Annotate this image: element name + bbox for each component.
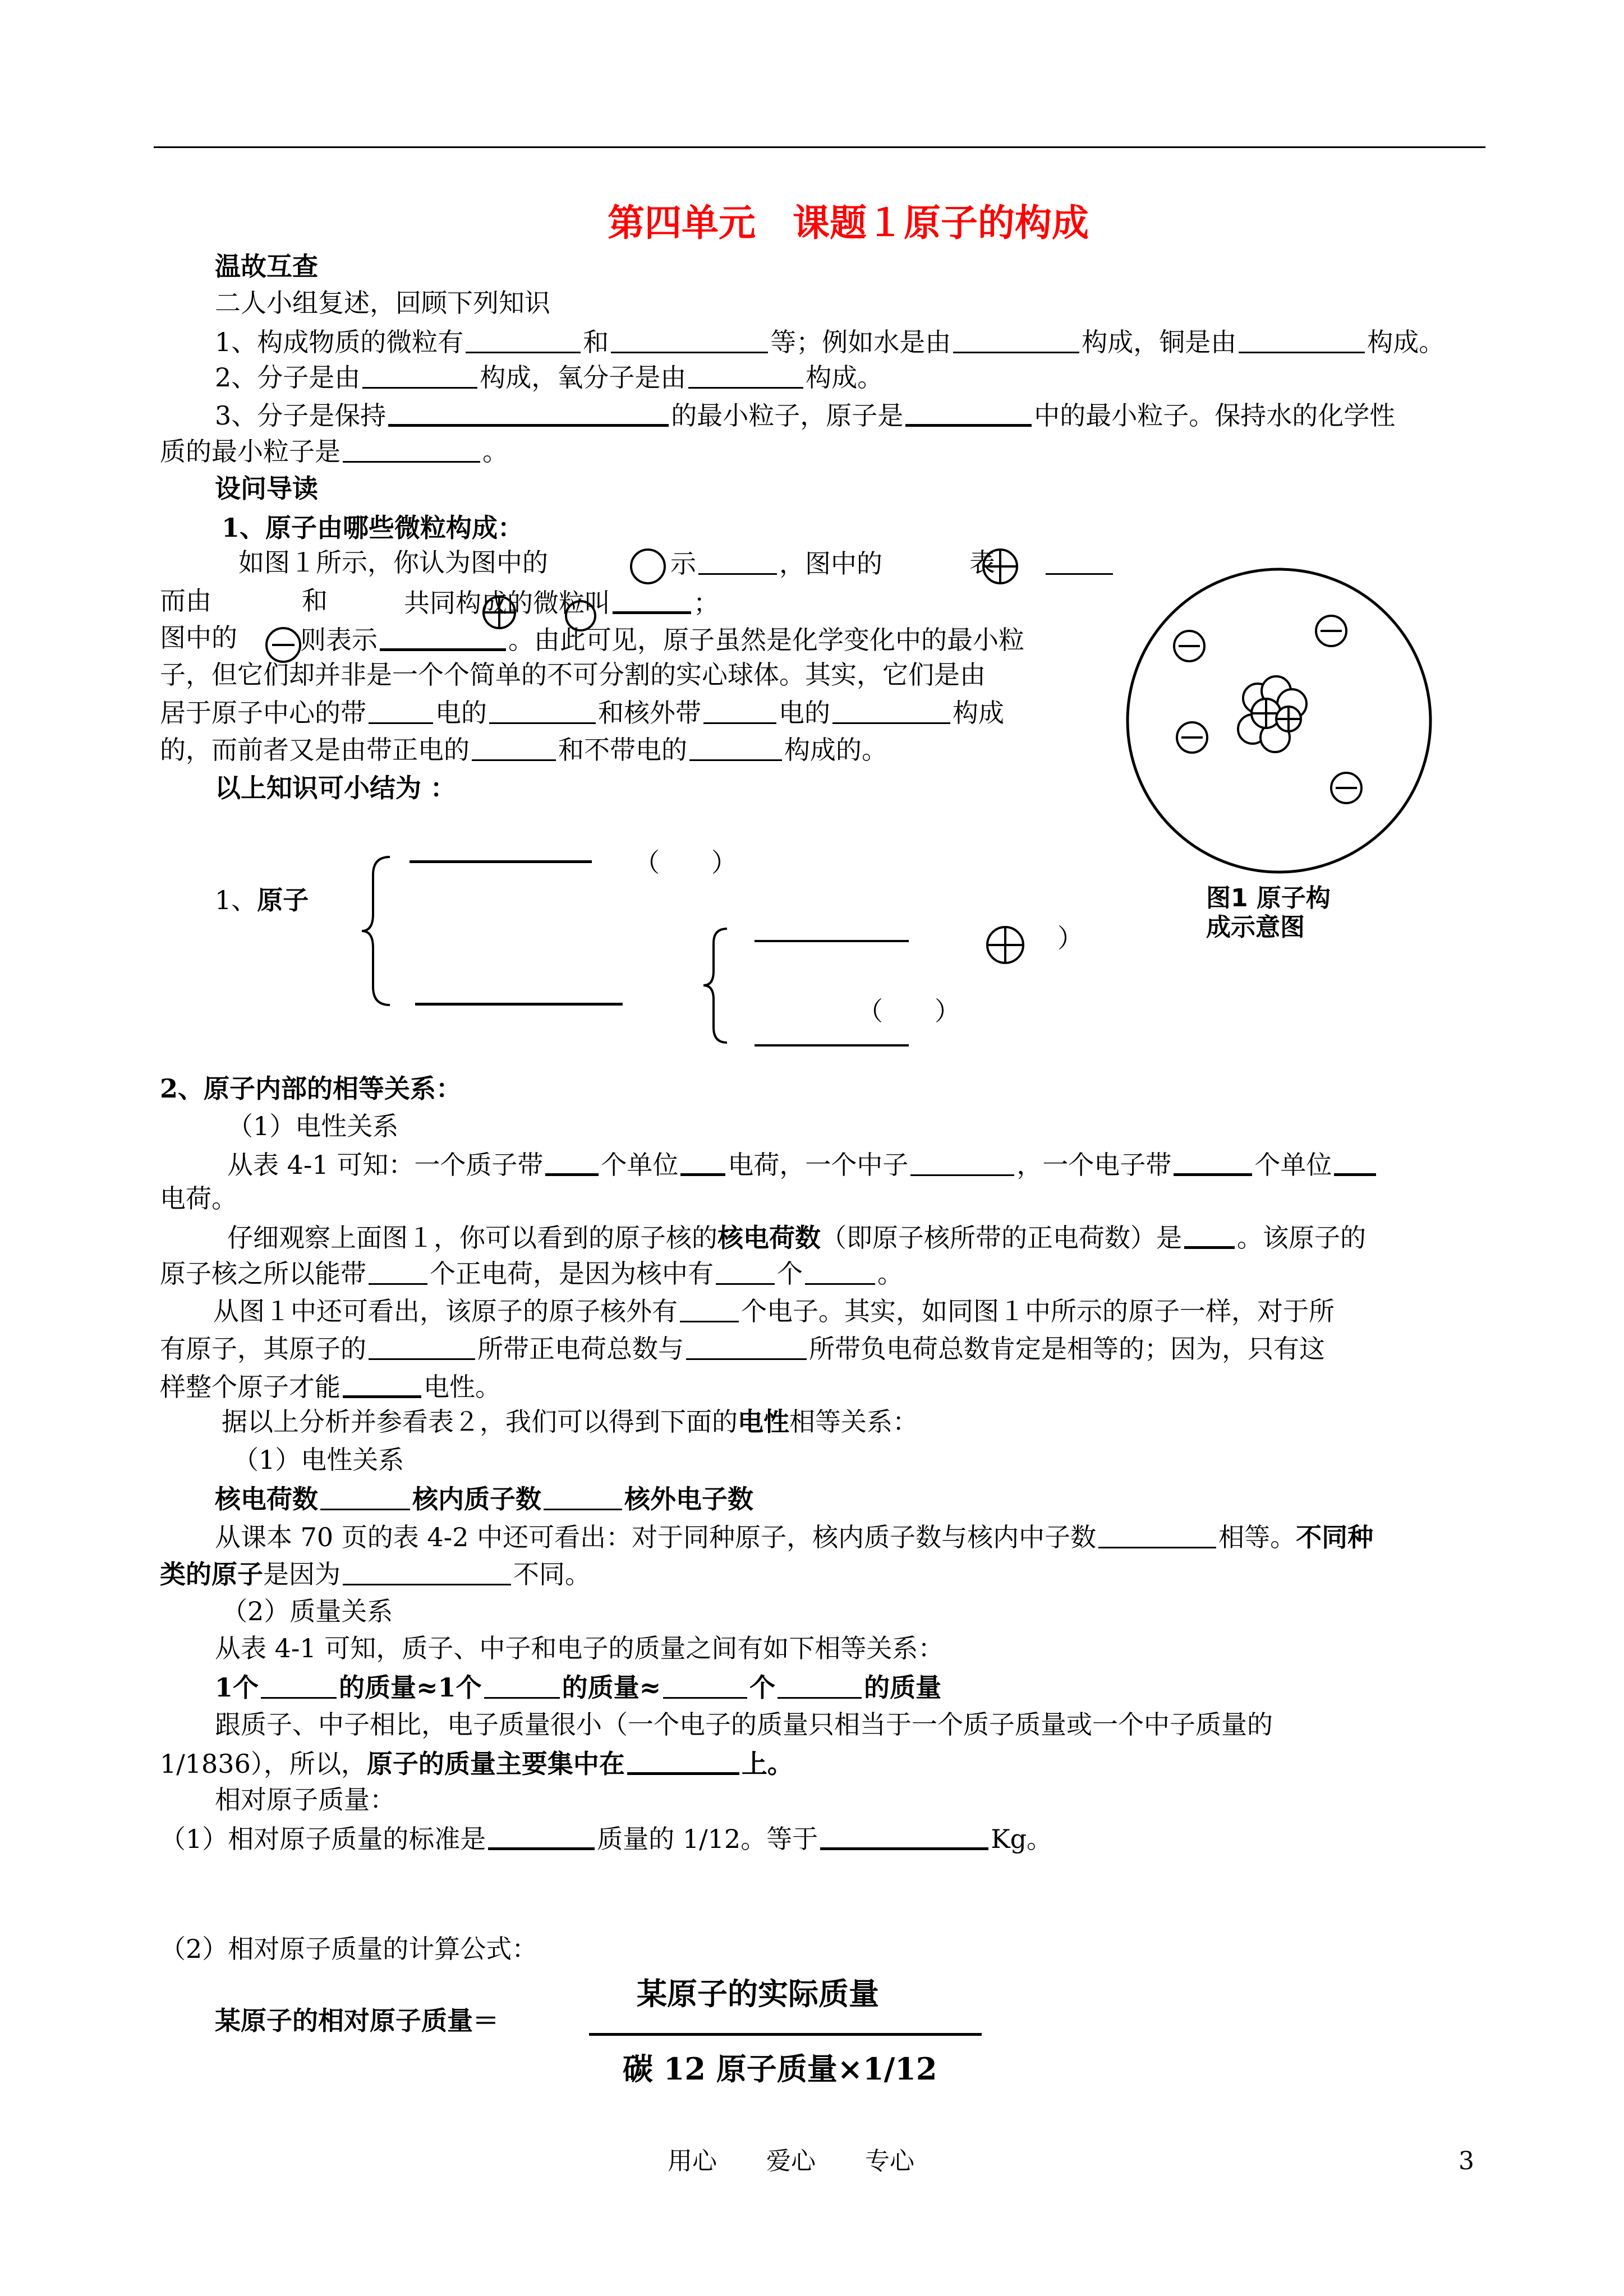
page-number: 3 bbox=[1459, 2147, 1474, 2175]
sec2-l5: 有原子，其原子的 所带正电荷总数与 所带负电荷总数肯定是相等的；因为，只有这 bbox=[160, 1334, 1325, 1364]
neutron-symbol-icon bbox=[628, 547, 668, 586]
guide-p1-line2: 而由 bbox=[160, 585, 211, 616]
guide-p1-line2c: 共同构成的微粒叫 ； bbox=[404, 588, 719, 618]
sec2-l7: 据以上分析并参看表２，我们可以得到下面的电性相等关系： bbox=[222, 1407, 918, 1437]
sec2-l4: 从图１中还可看出，该原子的原子核外有 个电子。其实，如同图１中所示的原子一样，对于所 bbox=[213, 1296, 1335, 1326]
sec2-l12: 1个 的质量≈1个 的质量≈ 个 的质量 bbox=[215, 1672, 942, 1703]
formula-fraction-bar bbox=[589, 2033, 982, 2036]
electron-3-icon bbox=[1177, 722, 1207, 753]
figure-caption-1: 图1 原子构 bbox=[1206, 884, 1331, 912]
paren-nucleus: （ ） bbox=[634, 847, 737, 878]
electron-1-icon bbox=[1174, 631, 1204, 661]
review-intro: 二人小组复述，回顾下列知识 bbox=[215, 288, 550, 318]
blank-proton bbox=[755, 940, 909, 942]
review-q3: 3、分子是保持 的最小粒子，原子是 中的最小粒子。保持水的化学性 bbox=[215, 400, 1396, 431]
sec2-h1: （1）电性关系 bbox=[227, 1111, 399, 1141]
header-rule bbox=[154, 146, 1485, 148]
atom-structure-label: 1、原子 bbox=[215, 885, 309, 915]
nucleus-cluster bbox=[1238, 676, 1306, 752]
guide-p3: 居于原子中心的带 电的 和核外带 电的 构成 bbox=[160, 698, 1004, 728]
guide-p1-line3b: 则表示 。由此可见，原子虽然是化学变化中的最小粒 bbox=[300, 625, 1024, 655]
guide-summary: 以上知识可小结为 ： bbox=[215, 773, 457, 803]
review-q3-cont: 质的最小粒子是 。 bbox=[160, 436, 508, 467]
sec2-l15: 相对原子质量： bbox=[215, 1785, 395, 1815]
proton-structure-icon bbox=[984, 924, 1026, 966]
structure-brace-left-icon bbox=[359, 852, 393, 1009]
review-heading: 温故互查 bbox=[215, 251, 318, 282]
sec2-l11: 从表 4-1 可知，质子、中子和电子的质量之间有如下相等关系： bbox=[215, 1633, 944, 1663]
paren-proton-close: ） bbox=[1057, 923, 1083, 953]
formula-denominator: 碳 12 原子质量×1/12 bbox=[623, 2051, 937, 2087]
proton-symbol-icon bbox=[981, 547, 1020, 586]
guide-p1-line1: 如图１所示，你认为图中的 bbox=[238, 547, 548, 578]
sec2-h3: （2）质量关系 bbox=[222, 1596, 393, 1626]
sec2-l1: 从表 4-1 可知：一个质子带 个单位 电荷，一个中子 ，一个电子带 个单位 bbox=[227, 1150, 1378, 1178]
guide-p1-line1b: 示 ，图中的 bbox=[670, 548, 882, 579]
sec2-l9: 从课本 70 页的表 4-2 中还可看出：对于同种原子，核内质子数与核内中子数 相等。不同种 bbox=[215, 1522, 1374, 1552]
sec2-heading: 2、原子内部的相等关系： bbox=[160, 1073, 462, 1104]
paren-neutron: （ ） bbox=[857, 996, 960, 1026]
sec2-h2: （1）电性关系 bbox=[233, 1445, 404, 1475]
sec2-l2: 仔细观察上面图１，你可以看到的原子核的核电荷数（即原子核所带的正电荷数）是 。该原子的 bbox=[227, 1223, 1366, 1253]
atom-diagram bbox=[1125, 566, 1439, 931]
sec2-l17: （2）相对原子质量的计算公式： bbox=[160, 1934, 538, 1964]
structure-brace-right-icon bbox=[701, 925, 729, 1046]
electron-4-icon bbox=[1331, 773, 1361, 803]
electron-symbol-icon bbox=[264, 625, 303, 665]
guide-p1-line1c: 表 bbox=[969, 547, 995, 578]
sec2-l1b: 电荷。 bbox=[160, 1183, 237, 1214]
guide-p1-line1d bbox=[1043, 550, 1115, 577]
formula-numerator: 某原子的实际质量 bbox=[637, 1976, 879, 2012]
sec2-l3: 原子核之所以能带 个正电荷，是因为核中有 个 。 bbox=[160, 1258, 903, 1289]
blank-neutron bbox=[755, 1044, 909, 1046]
sec2-l16: （1）相对原子质量的标准是 质量的 1/12。等于 Kg。 bbox=[160, 1824, 1053, 1854]
formula-lhs: 某原子的相对原子质量＝ bbox=[215, 2005, 499, 2036]
proton-symbol-small-icon bbox=[481, 594, 517, 630]
guide-sub1: 1、原子由哪些微粒构成： bbox=[222, 513, 524, 543]
review-q2: 2、分子是由 构成，氧分子是由 构成。 bbox=[215, 362, 884, 393]
figure-caption-2: 成示意图 bbox=[1206, 913, 1305, 942]
guide-heading: 设问导读 bbox=[215, 473, 318, 504]
sec2-l14: 1/1836），所以，原子的质量主要集中在 上。 bbox=[160, 1749, 793, 1779]
guide-p4: 的，而前者又是由带正电的 和不带电的 构成的。 bbox=[160, 735, 887, 765]
guide-p1-line3: 图中的 bbox=[160, 623, 237, 653]
neutron-symbol-small-icon bbox=[564, 599, 597, 633]
guide-p2: 子，但它们却并非是一个个简单的不可分割的实心球体。其实，它们是由 bbox=[160, 660, 986, 690]
sec2-l6: 样整个原子才能 电性。 bbox=[160, 1372, 501, 1402]
blank-electron-outer bbox=[415, 1003, 623, 1006]
sec2-l13: 跟质子、中子相比，电子质量很小（一个电子的质量只相当于一个质子质量或一个中子质量的 bbox=[215, 1709, 1273, 1740]
sec2-l10: 类的原子是因为 不同。 bbox=[160, 1559, 591, 1589]
blank-nucleus bbox=[410, 860, 592, 863]
page-title: 第四单元 课题１原子的构成 bbox=[608, 201, 1089, 245]
sec2-l8: 核电荷数 核内质子数 核外电子数 bbox=[215, 1484, 753, 1514]
electron-2-icon bbox=[1316, 616, 1346, 646]
footer-text: 用心 爱心 专心 bbox=[668, 2147, 914, 2175]
guide-p1-line2b: 和 bbox=[302, 585, 328, 616]
review-q1: 1、构成物质的微粒有 和 等；例如水是由 构成，铜是由 构成。 bbox=[215, 327, 1445, 357]
